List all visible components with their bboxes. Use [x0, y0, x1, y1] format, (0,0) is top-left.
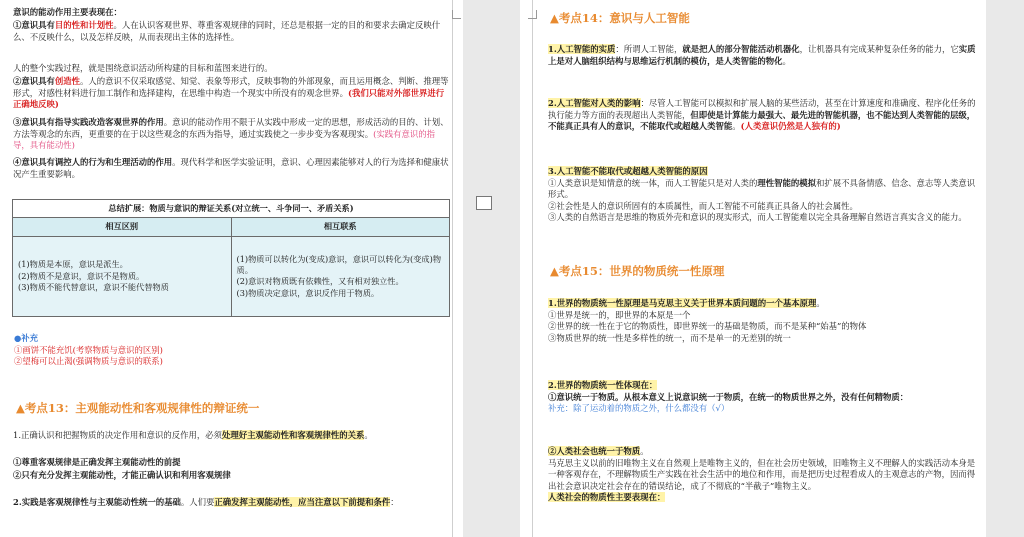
supplement-item: ②望梅可以止渴(强调物质与意识的联系) [14, 356, 163, 367]
supplement-item: 补充：除了运动着的物质之外，什么都没有（√） [548, 403, 730, 414]
supplement-item: ①画饼不能充饥(考察物质与意识的区别) [14, 344, 163, 355]
matter-consciousness-table [12, 199, 450, 317]
paragraph-ai-impact: 2.人工智能对人类的影响：尽管人工智能可以模拟和扩展人脑的某些活动，甚至在计算速度和准确度、程序化任务的执行能力等方面的表现超出人类智能，但即使是计算能力最强大、最先进的智能机器，也不能达到人类智能的层级，不能真正具有人的意识，不能取代或超越人类智能。(人类意识仍然是人独有的) [548, 98, 976, 132]
paragraph-material-unity: 1.世界的物质统一性原理是马克思主义关于世界本质问题的一个基本原理。 ①世界是统一的，即世界的本原是一个 ②世界的统一性在于它的物质性，即世界统一的基础是物质，而不是某种“始基”的物体 ③物质世界的统一性是多样性的统一，而不是单一的无差别的统一 [548, 298, 976, 344]
crop-mark [452, 10, 461, 19]
left-document-page [0, 0, 463, 537]
table-title-row [13, 200, 450, 218]
paragraph-guidance: ③意识具有指导实践改造客观世界的作用。意识的能动作用不限于从实践中形成一定的思想，形成活动的目的、计划、方法等观念的东西，更重要的在于以这些观念的东西为指导，通过实践使之一步步变为客观现实。(实践有意识的指导，具有能动性) [13, 117, 449, 151]
supplement-heading: ●补充 [14, 333, 39, 343]
paragraph-13-respect: ①尊重客观规律是正确发挥主观能动性的前提 [13, 457, 181, 467]
paragraph-13-1: 1.正确认识和把握物质的决定作用和意识的反作用，必须处理好主观能动性和客观规律性的关系。 [13, 430, 373, 440]
table-cell-connection: (1)物质可以转化为(变成)意识，意识可以转化为(变成)物质。 (2)意识对物质既有依赖性，又有相对独立性。 (3)物质决定意识，意识反作用于物质。 [231, 236, 450, 316]
page-fold-marker[interactable] [476, 196, 492, 210]
paragraph-society-unity: ②人类社会也统一于物质。 马克思主义以前的旧唯物主义在自然观上是唯物主义的，但在社会历史领域，旧唯物主义不理解人的实践活动本身是一种客观存在，不理解物质生产实践在社会生活中的地位和作用，而是把历史过程看成人的主观意志的产物，因而得出社会意识决定社会存在的错误结论，成了不彻底的“半截子”唯物主义。 人类社会的物质性主要表现在： [548, 446, 976, 503]
paragraph-13-2: 2.实践是客观规律性与主观能动性统一的基础。人们要正确发挥主观能动性，应当注意以下前提和条件： [13, 497, 399, 507]
crop-mark [528, 10, 537, 19]
right-document-page [520, 0, 986, 537]
section-heading-15: ▲考点15：世界的物质统一性原理 [550, 264, 725, 278]
section-heading-14: ▲考点14：意识与人工智能 [550, 11, 690, 25]
list-item: ①人类意识是知情意的统一体，而人工智能只是对人类的理性智能的模拟和扩展不具备情感、信念、意志等人类意识形式。 [548, 177, 976, 200]
paragraph-ai-essence: 1.人工智能的实质：所谓人工智能，就是把人的部分智能活动机器化，让机器具有完成某种复杂任务的能力，它实质上是对人脑组织结构与思维运行机制的模仿，是人类智能的物化。 [548, 44, 976, 66]
section-heading-13: ▲考点13：主观能动性和客观规律性的辩证统一 [16, 401, 260, 415]
table-header-connection: 相互联系 [231, 218, 450, 236]
list-item: ②社会性是人的意识所固有的本质属性，而人工智能不可能真正具备人的社会属性。 [548, 200, 858, 211]
table-header-row [13, 218, 450, 236]
supplement-note [14, 333, 444, 368]
list-item: ①意识统一于物质。从根本意义上说意识统一于物质，在统一的物质世界之外，没有任何精物质： [548, 391, 909, 402]
list-item: ②世界的统一性在于它的物质性，即世界统一的基础是物质，而不是某种“始基”的物体 [548, 321, 867, 332]
list-item: ①世界是统一的，即世界的本原是一个 [548, 309, 691, 320]
list-item: ③人类的自然语言是思维的物质外壳和意识的现实形式，而人工智能难以完全具备理解自然语言真实含义的能力。 [548, 212, 967, 223]
table-title: 总结扩展：物质与意识的辩证关系(对立统一、斗争同一、矛盾关系) [13, 200, 450, 218]
paragraph-regulation: ④意识具有调控人的行为和生理活动的作用。现代科学和医学实验证明，意识、心理因素能够对人的行为选择和健康状况产生重要影响。 [13, 157, 449, 179]
table-cell-difference: (1)物质是本原，意识是派生。 (2)物质不是意识，意识不是物质。 (3)物质不能代替意识，意识不能代替物质 [13, 236, 232, 316]
page-gutter-line [532, 0, 533, 537]
paragraph-unity-manifest: 2.世界的物质统一性体现在： ①意识统一于物质。从根本意义上说意识统一于物质，在统一的物质世界之外，没有任何精物质： 补充：除了运动着的物质之外，什么都没有（√） [548, 380, 976, 415]
paragraph-ai-reasons: 3.人工智能不能取代或超越人类智能的原因 ①人类意识是知情意的统一体，而人工智能只是对人类的理性智能的模拟和扩展不具备情感、信念、意志等人类意识形式。 ②社会性是人的意识所固有的本质属性，而人工智能不可能真正具备人的社会属性。 ③人类的自然语言是思维的物质外壳和意识的现实形式，而人工智能难以完全具备理解自然语言真实含义的能力。 [548, 166, 976, 223]
table-header-difference: 相互区别 [13, 218, 232, 236]
list-item: ③物质世界的统一性是多样性的统一，而不是单一的无差别的统一 [548, 332, 791, 343]
paragraph-purposiveness: ①意识具有目的性和计划性。人在认识客观世界、尊重客观规律的同时，还总是根据一定的目的和要求去确定反映什么、不反映什么，以及怎样反映，从而表现出主体的选择性。 [13, 20, 441, 42]
paragraph-practice: 人的整个实践过程，就是围绕意识活动所构建的目标和蓝图来进行的。 [13, 63, 273, 73]
paragraph-13-initiative: ②只有充分发挥主观能动性，才能正确认识和利用客观规律 [13, 470, 231, 480]
paragraph-creativity: ②意识具有创造性。人的意识不仅采取感觉、知觉、表象等形式，反映事物的外部现象，而且运用概念、判断、推理等形式，对感性材料进行加工制作和选择建构，在思维中构造一个现实中所没有的观念世界。(我们只能对外部世界进行正确地反映) [13, 76, 449, 110]
page-gutter-line [452, 0, 453, 537]
table-row [13, 236, 450, 316]
paragraph-functions-head: 意识的能动作用主要表现在： [13, 7, 122, 17]
